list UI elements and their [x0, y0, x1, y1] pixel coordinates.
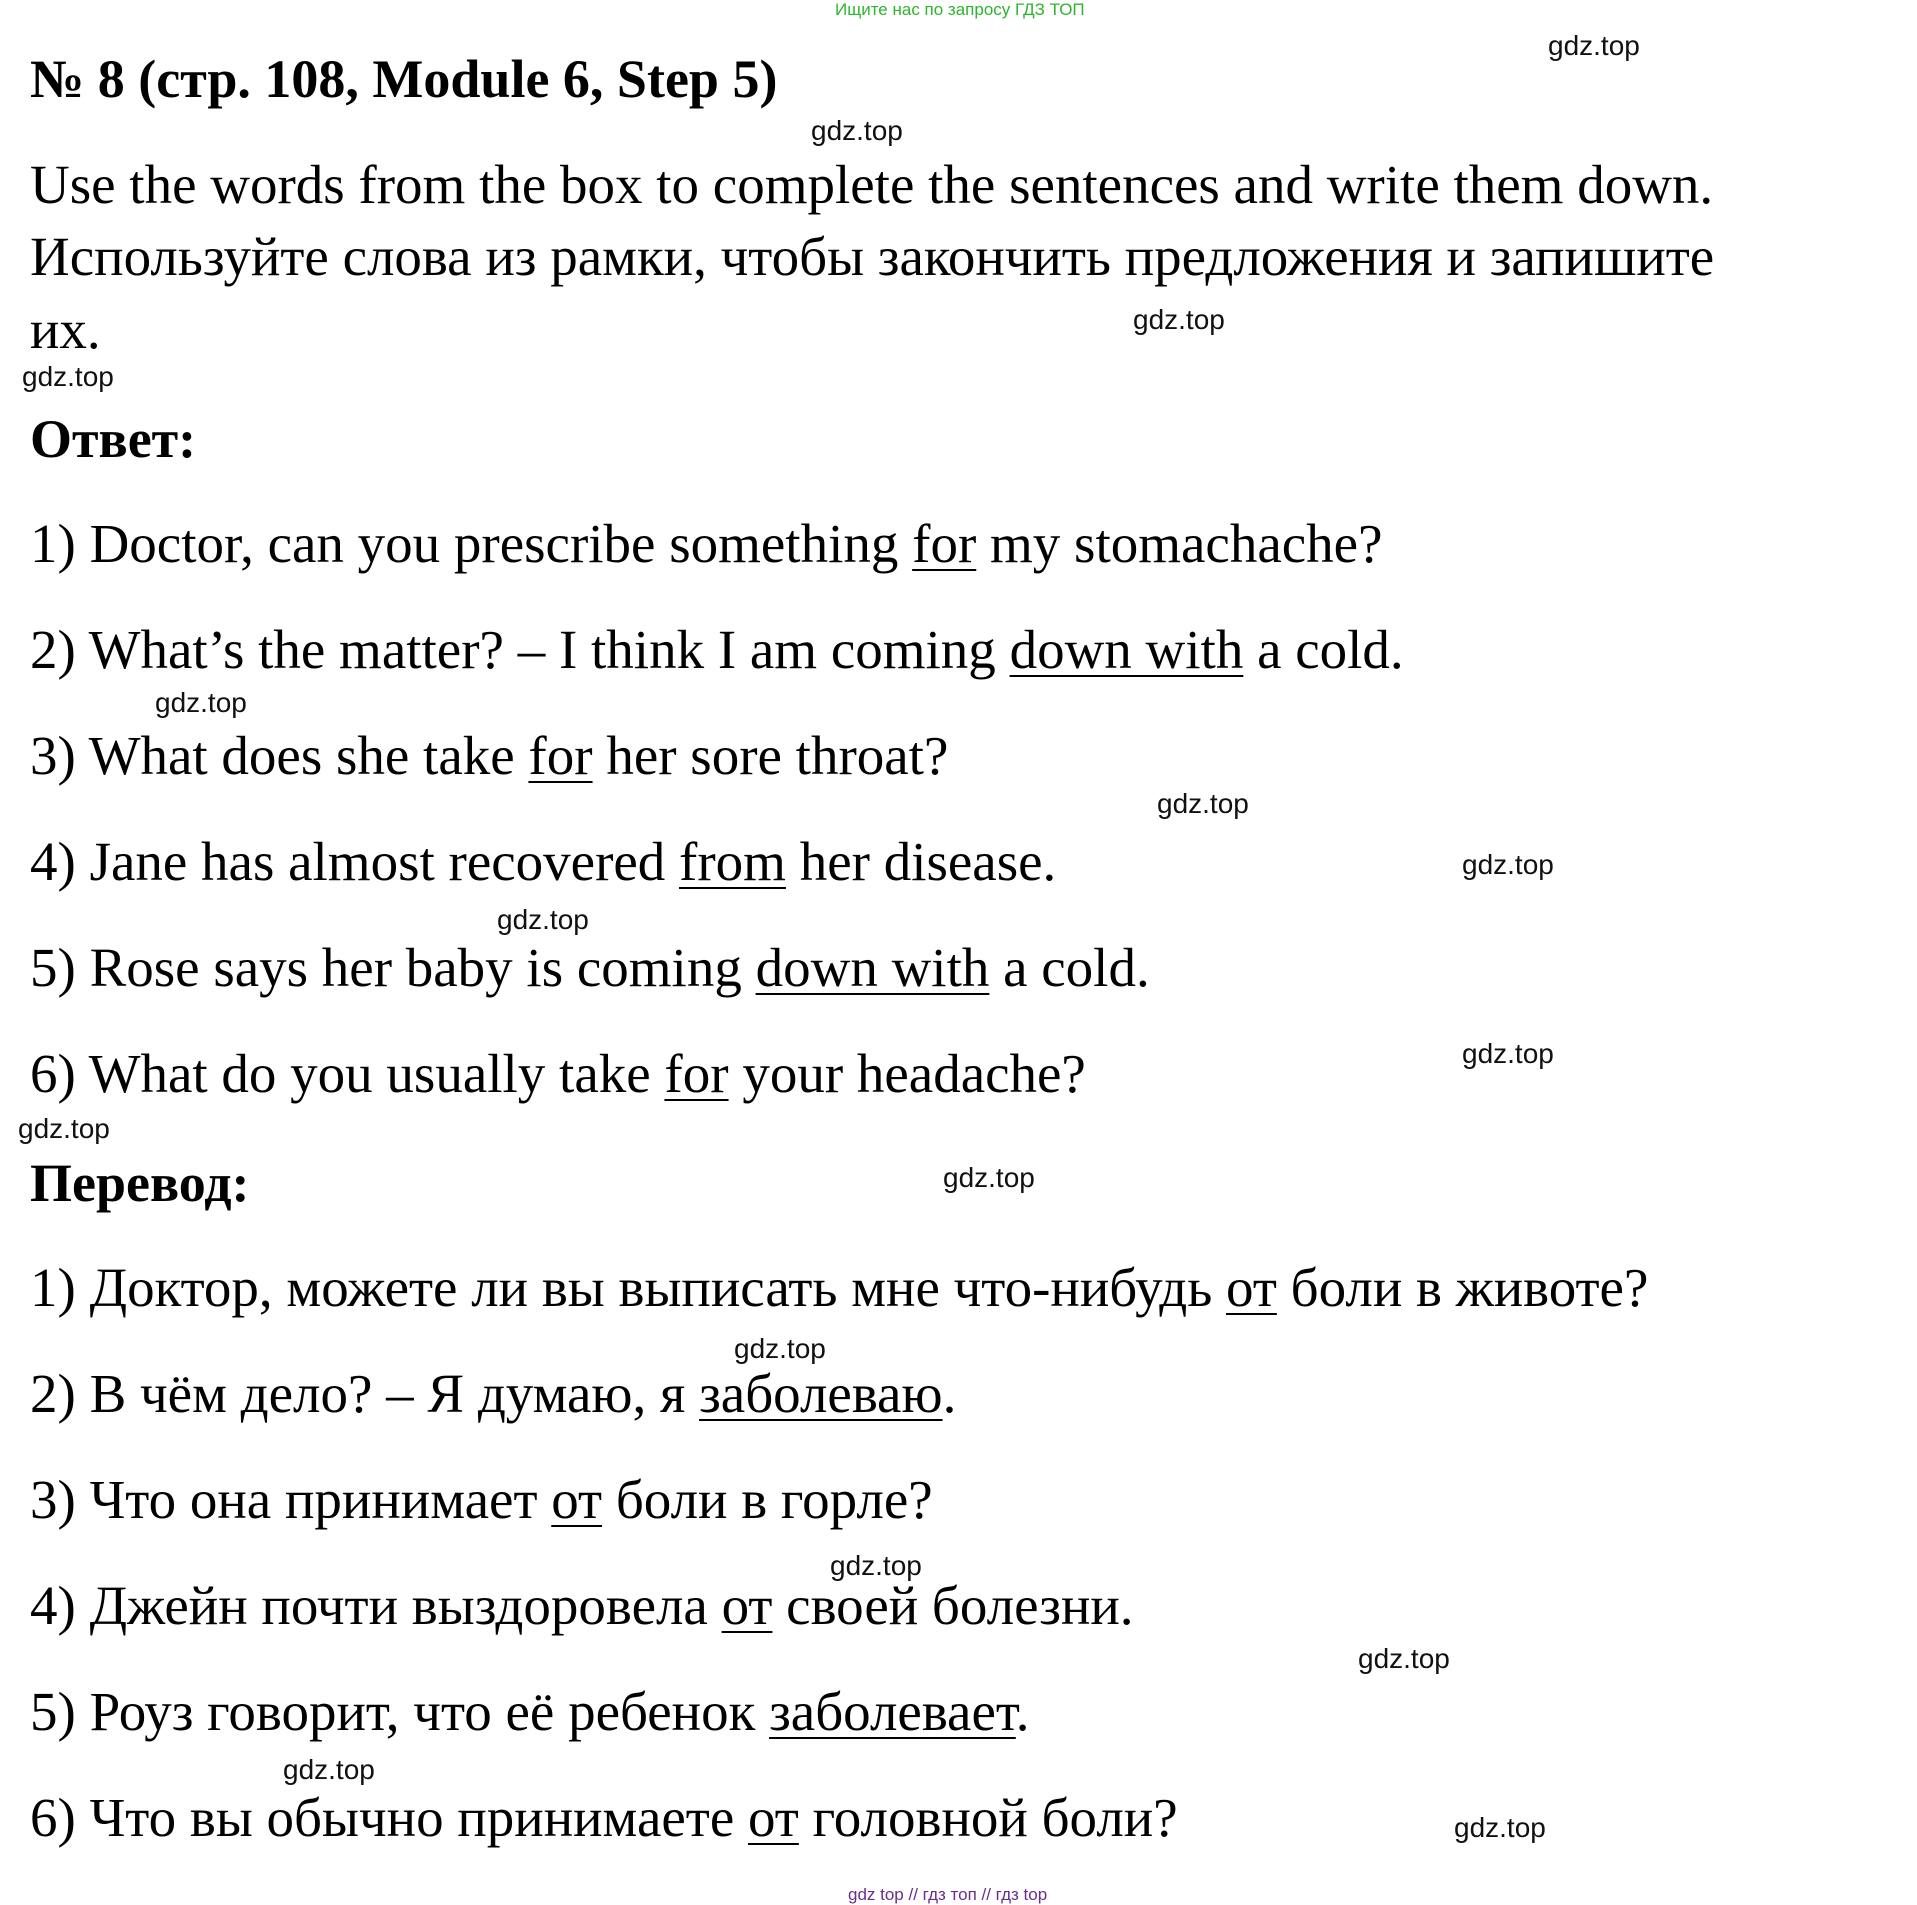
translation-word: заболевает	[769, 1681, 1016, 1742]
watermark: gdz.top	[1157, 788, 1249, 819]
watermark: gdz.top	[734, 1333, 826, 1364]
watermark: gdz.top	[811, 115, 903, 146]
translation-sentence-1: 1) Доктор, можете ли вы выписать мне что-нибудь от боли в животе?	[30, 1257, 1649, 1318]
watermark: gdz.top	[830, 1550, 922, 1581]
translation-sentence-4: 4) Джейн почти выздоровела от своей болезни.	[30, 1575, 1134, 1636]
translation-word: от	[721, 1575, 773, 1636]
watermark: gdz.top	[497, 904, 589, 935]
translation-sentence-2: 2) В чём дело? – Я думаю, я заболеваю.	[30, 1363, 957, 1424]
answer-sentence-4: 4) Jane has almost recovered from her disease.	[30, 831, 1057, 892]
watermark: gdz.top	[1133, 304, 1225, 335]
instruction-english: Use the words from the box to complete the sentences and write them down.	[30, 154, 1714, 215]
translation-word: от	[1226, 1257, 1277, 1318]
top-search-link[interactable]: Ищите нас по запросу ГДЗ ТОП	[835, 0, 1085, 19]
answer-word: for	[528, 725, 593, 786]
answer-heading: Ответ:	[30, 409, 197, 469]
watermark: gdz.top	[1462, 1038, 1554, 1069]
watermark: gdz.top	[1548, 30, 1640, 61]
answer-word: down with	[1009, 619, 1244, 680]
watermark: gdz.top	[1462, 849, 1554, 880]
translation-word: заболеваю	[699, 1363, 943, 1424]
translation-sentence-5: 5) Роуз говорит, что её ребенок заболевает.	[30, 1681, 1030, 1742]
footer-links[interactable]: gdz top // гдз топ // гдз top	[848, 1885, 1048, 1904]
watermark: gdz.top	[1454, 1812, 1546, 1843]
translation-word: от	[748, 1787, 799, 1848]
watermark: gdz.top	[155, 687, 247, 718]
translation-word: от	[551, 1469, 603, 1530]
watermark: gdz.top	[18, 1113, 110, 1144]
translation-sentence-3: 3) Что она принимает от боли в горле?	[30, 1469, 933, 1530]
answer-word: for	[664, 1043, 729, 1104]
page-title: № 8 (стр. 108, Module 6, Step 5)	[30, 49, 778, 109]
answer-sentence-2: 2) What’s the matter? – I think I am coming down with a cold.	[30, 619, 1404, 680]
translation-sentence-6: 6) Что вы обычно принимаете от головной боли?	[30, 1787, 1178, 1848]
answer-word: for	[912, 513, 977, 574]
answer-sentence-5: 5) Rose says her baby is coming down with a cold.	[30, 937, 1150, 998]
watermark: gdz.top	[1358, 1643, 1450, 1674]
answer-sentence-1: 1) Doctor, can you prescribe something for my stomachache?	[30, 513, 1383, 574]
answer-sentence-6: 6) What do you usually take for your headache?	[30, 1043, 1086, 1104]
instruction-russian-line2: их.	[30, 299, 101, 360]
answer-word: from	[679, 831, 786, 892]
instruction-russian-line1: Используйте слова из рамки, чтобы закончить предложения и запишите	[30, 226, 1715, 287]
watermark: gdz.top	[22, 361, 114, 392]
watermark: gdz.top	[283, 1754, 375, 1785]
answer-sentence-3: 3) What does she take for her sore throat?	[30, 725, 949, 786]
answer-word: down with	[755, 937, 990, 998]
translation-heading: Перевод:	[30, 1153, 250, 1213]
watermark: gdz.top	[943, 1162, 1035, 1193]
